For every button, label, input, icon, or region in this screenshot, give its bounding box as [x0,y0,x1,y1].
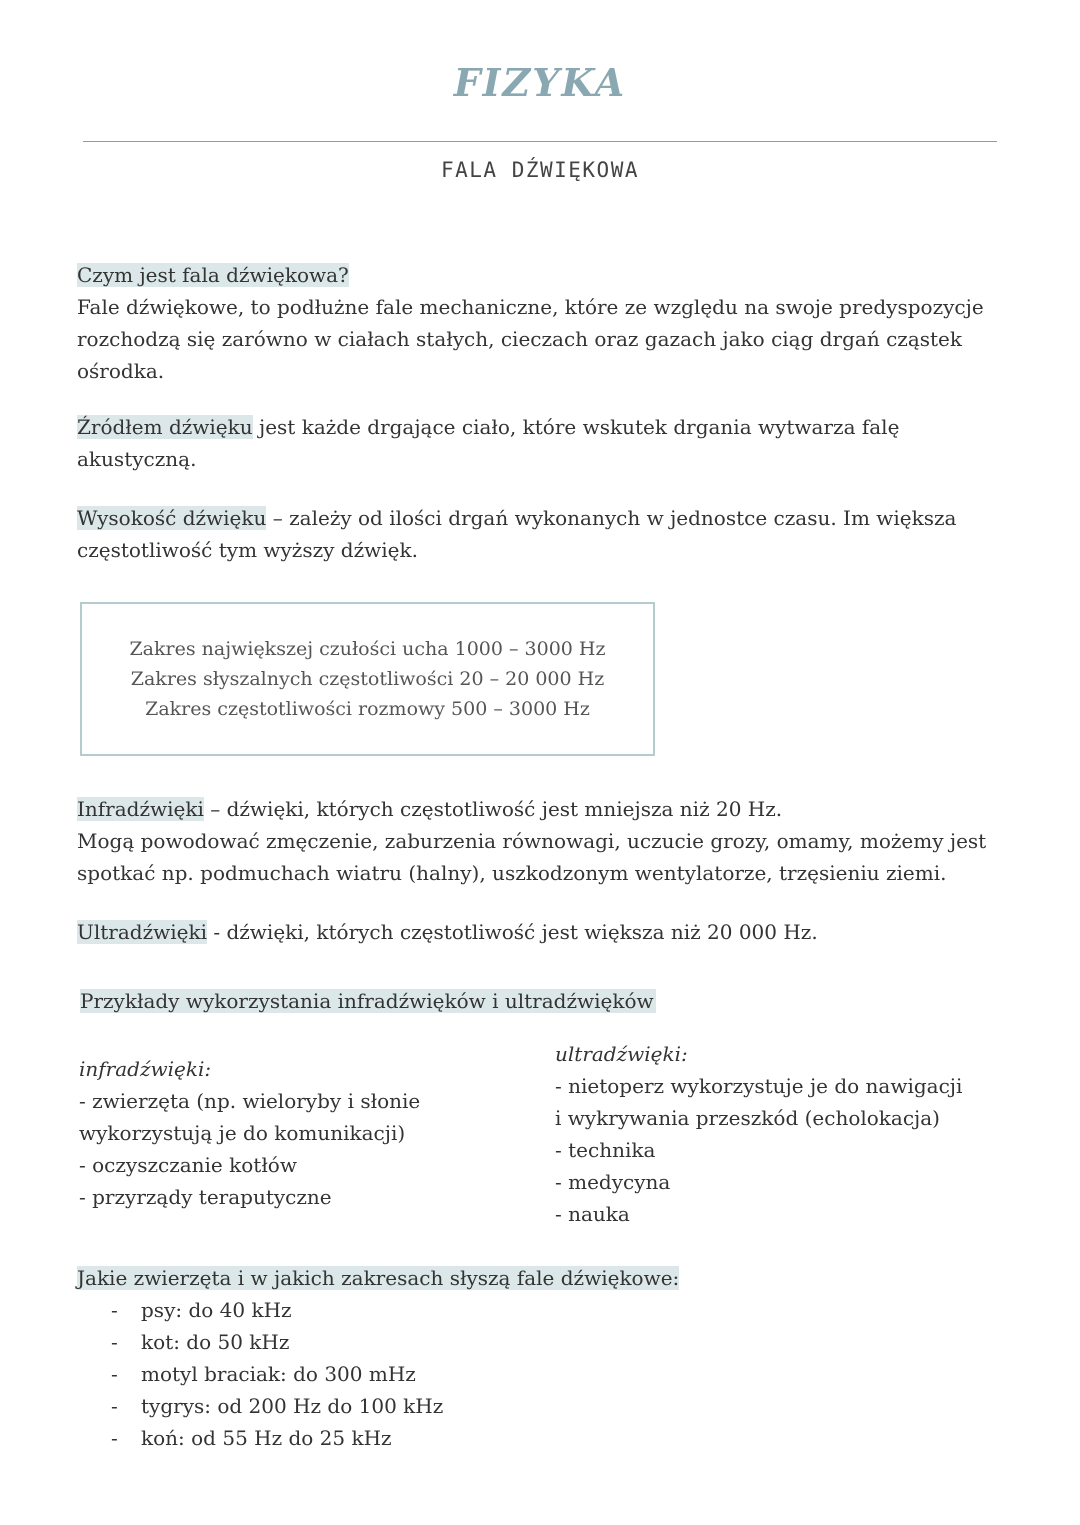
pitch-text: – zależy od ilości drgań wykonanych w jednostce czasu. Im większa częstotliwość tym wyższy dźwięk. [77,506,957,562]
list-item: - przyrządy teraputyczne [79,1185,332,1209]
infra-examples-label: infradźwięki: [79,1057,212,1081]
infra-term: Infradźwięki [77,797,204,821]
range-line: Zakres słyszalnych częstotliwości 20 – 20 000 Hz [130,668,605,690]
infra-examples-column [79,1053,420,1213]
list-item: - nietoperz wykorzystuje je do nawigacji [555,1074,963,1098]
list-item: - psy: do 40 kHz [111,1298,292,1322]
list-item: - oczyszczanie kotłów [79,1153,297,1177]
intro-answer: Fale dźwiękowe, to podłużne fale mechaniczne, które ze względu na swoje predyspozycje rozchodzą się zarówno w ciałach stałych, cieczach oraz gazach jako ciąg drgań cząstek ośrodka. [77,295,984,383]
animal-range: kot: do 50 kHz [141,1330,290,1354]
intro-question: Czym jest fala dźwiękowa? [77,263,349,287]
animals-list [77,1294,679,1454]
list-item: - medycyna [555,1170,671,1194]
examples-heading [80,985,656,1017]
list-item: wykorzystują je do komunikacji) [79,1121,406,1145]
list-item: - zwierzęta (np. wieloryby i słonie [79,1089,421,1113]
ultra-term: Ultradźwięki [77,920,207,944]
list-item: - tygrys: od 200 Hz do 100 kHz [111,1394,444,1418]
range-line: Zakres największej czułości ucha 1000 – 3000 Hz [129,638,606,660]
list-item: - nauka [555,1202,630,1226]
intro-section [77,259,997,387]
pitch-term: Wysokość dźwięku [77,506,267,530]
animal-range: tygrys: od 200 Hz do 100 kHz [141,1394,444,1418]
range-line: Zakres częstotliwości rozmowy 500 – 3000 Hz [145,698,590,720]
ultra-examples-label: ultradźwięki: [555,1042,688,1066]
list-item: - technika [555,1138,656,1162]
animals-heading: Jakie zwierzęta i w jakich zakresach słyszą fale dźwiękowe: [77,1266,680,1290]
source-section [77,411,997,475]
animals-section [77,1262,679,1454]
ultra-text: - dźwięki, których częstotliwość jest większa niż 20 000 Hz. [206,920,818,944]
animal-range: psy: do 40 kHz [141,1298,292,1322]
list-item: i wykrywania przeszkód (echolokacja) [555,1106,940,1130]
infra-line1: – dźwięki, których częstotliwość jest mniejsza niż 20 Hz. [203,797,783,821]
title-divider [83,141,997,142]
page-title: FIZYKA [453,60,627,105]
animal-range: motyl braciak: do 300 mHz [141,1362,416,1386]
pitch-section [77,502,997,566]
page-subtitle: FALA DŹWIĘKOWA [440,158,639,182]
list-item: - kot: do 50 kHz [111,1330,290,1354]
ultra-section [77,916,997,948]
ranges-box [80,602,655,756]
list-item: - koń: od 55 Hz do 25 kHz [111,1426,392,1450]
source-term: Źródłem dźwięku [77,415,253,439]
animal-range: koń: od 55 Hz do 25 kHz [141,1426,392,1450]
infra-section [77,793,1007,889]
source-text: jest każde drgające ciało, które wskutek drgania wytwarza falę akustyczną. [77,415,900,471]
ultra-examples-column [555,1038,962,1230]
infra-line2: Mogą powodować zmęczenie, zaburzenia równowagi, uczucie grozy, omamy, możemy jest spotkać np. podmuchach wiatru (halny), uszkodzonym wentylatorze, trzęsieniu ziemi. [77,829,987,885]
examples-heading-text: Przykłady wykorzystania infradźwięków i ultradźwięków [80,989,654,1013]
list-item: - motyl braciak: do 300 mHz [111,1362,416,1386]
